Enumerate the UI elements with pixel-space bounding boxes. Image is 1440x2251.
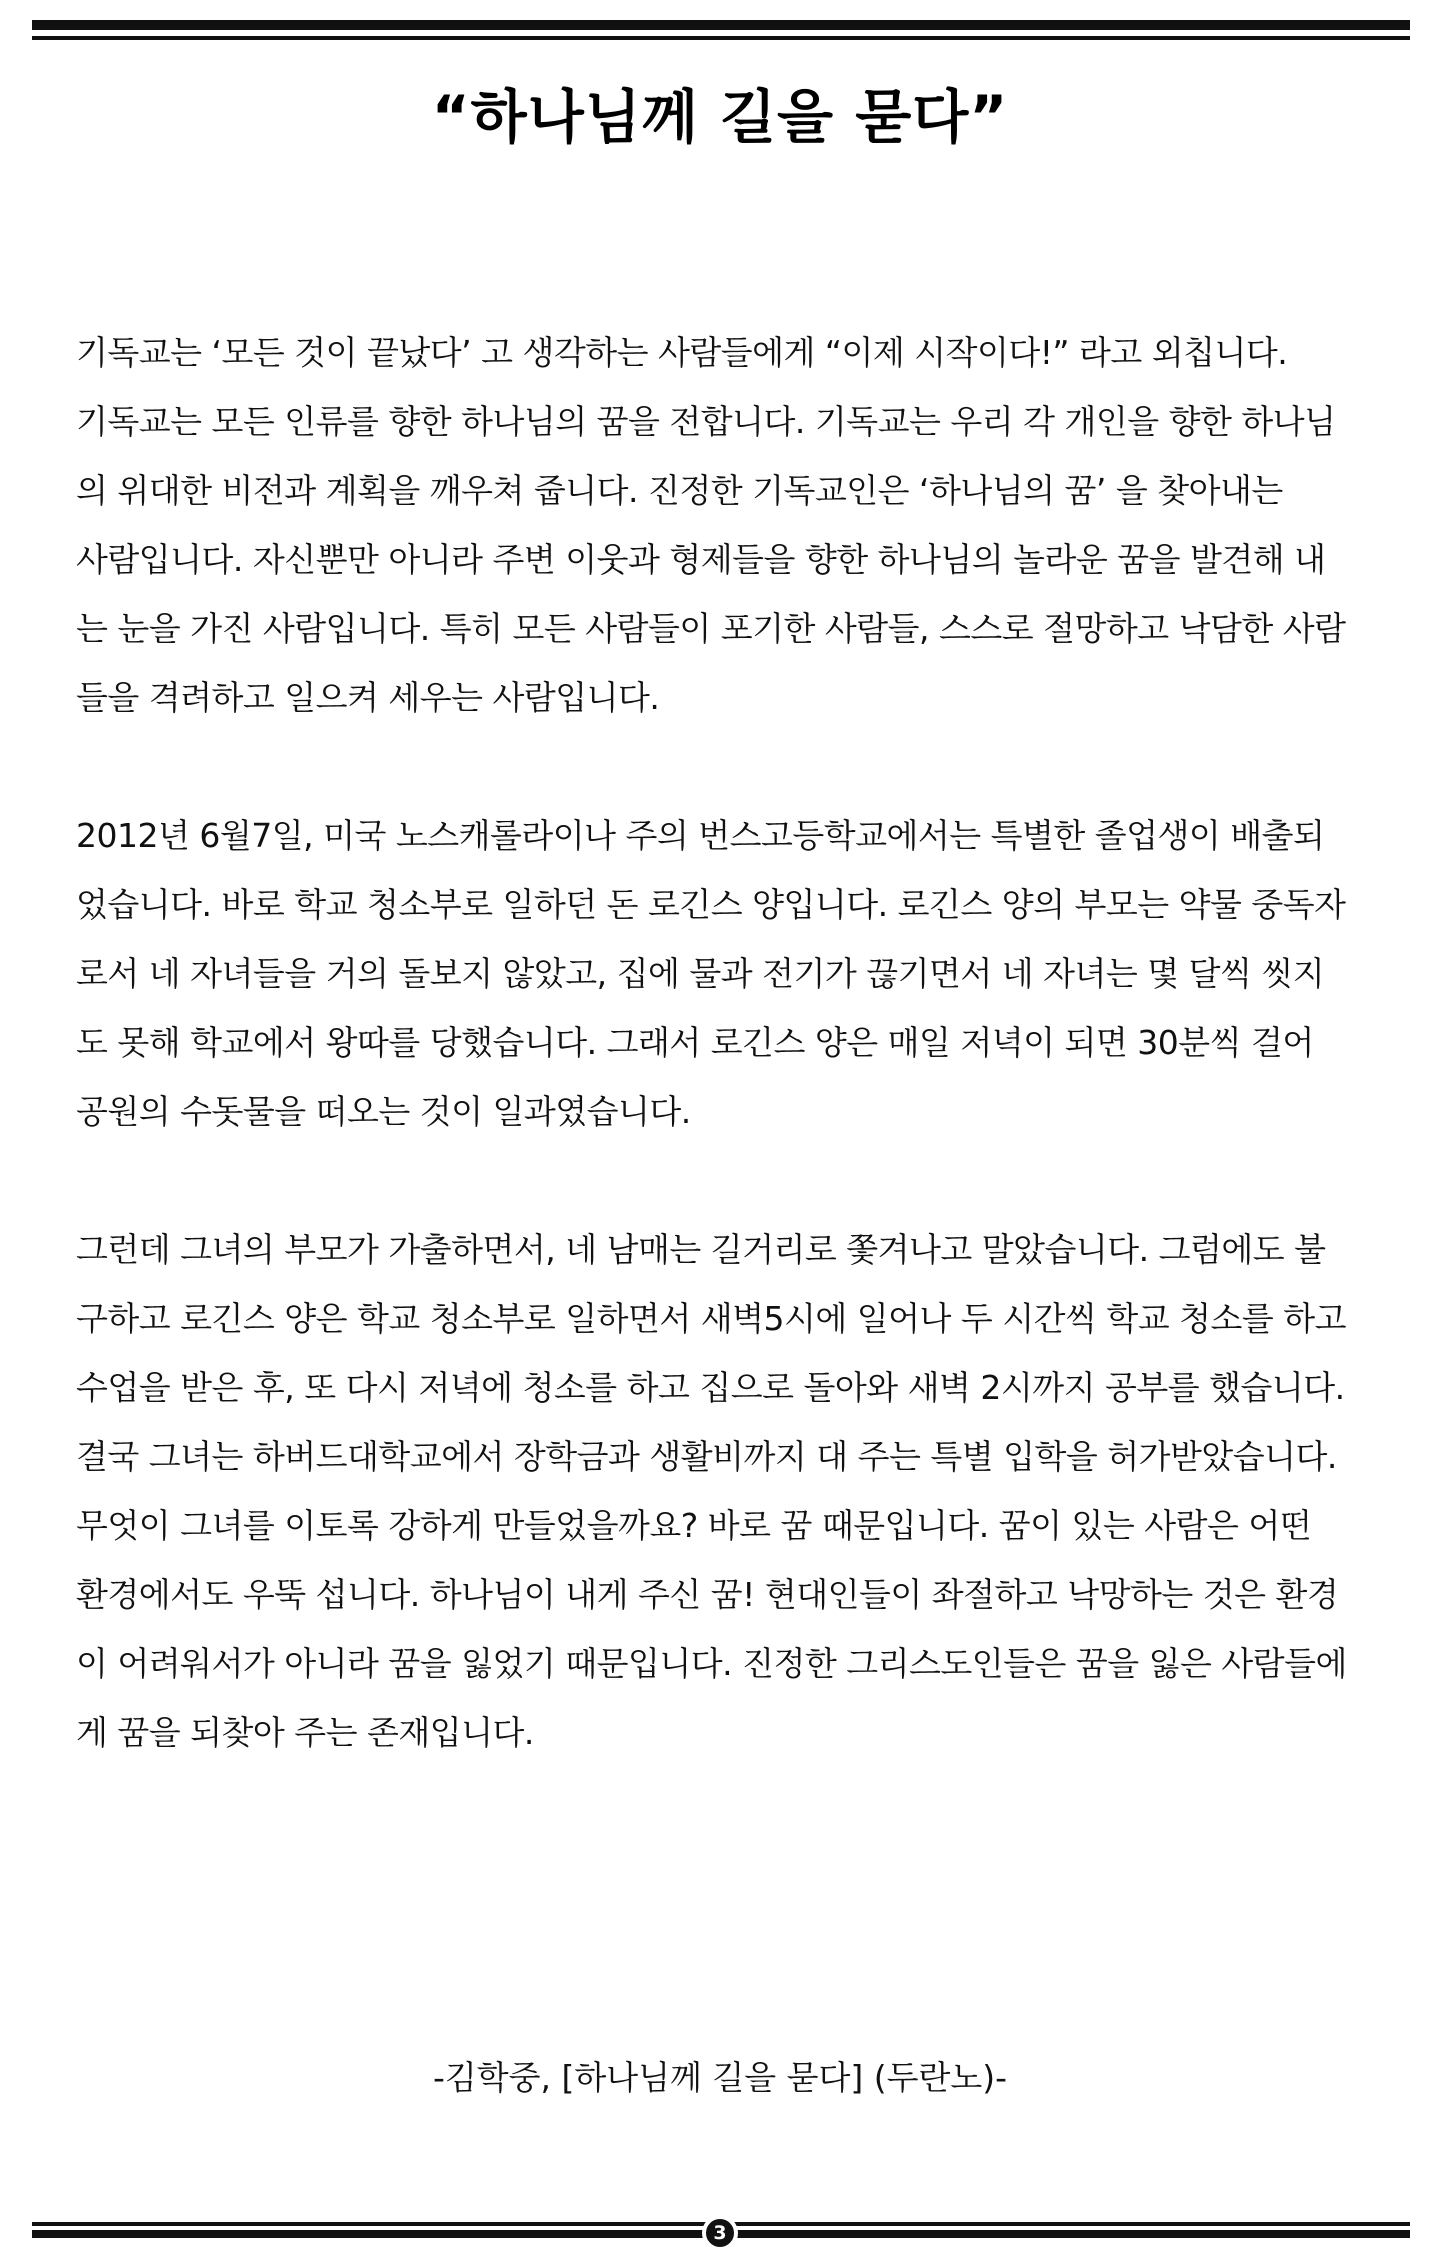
paragraph-2: 2012년 6월7일, 미국 노스캐롤라이나 주의 번스고등학교에서는 특별한 졸업생이 배출되 었습니다. 바로 학교 청소부로 일하던 돈 로긴스 양입니다. 로긴스 양의 부모는 약물 중독자 로서 네 자녀들을 거의 돌보지 않았고, 집에 물과 전기가 끊기면서 네 자녀는 몇 달씩 씻지 도 못해 학교에서 왕따를 당했습니다. 그래서 로긴스 양은 매일 저녁이 되면 30분씩 걸어 공원의 수돗물을 떠오는 것이 일과였습니다. [76, 816, 1346, 1131]
top-rule-thin [32, 36, 1410, 40]
page-title: “하나님께 길을 묻다” [431, 83, 1009, 151]
top-rule-thick [32, 20, 1410, 30]
page-number-badge: 3 [702, 2215, 738, 2251]
paragraph-3: 그런데 그녀의 부모가 가출하면서, 네 남매는 길거리로 쫓겨나고 말았습니다. 그럼에도 불 구하고 로긴스 양은 학교 청소부로 일하면서 새벽5시에 일어나 두 시간씩 학교 청소를 하고 수업을 받은 후, 또 다시 저녁에 청소를 하고 집으로 돌아와 새벽 2시까지 공부를 했습니다. 결국 그녀는 하버드대학교에서 장학금과 생활비까지 대 주는 특별 입학을 허가받았습니다. 무엇이 그녀를 이토록 강하게 만들었을까요? 바로 꿈 때문입니다. 꿈이 있는 사람은 어떤 환경에서도 우뚝 섭니다. 하나님이 내게 주신 꿈! 현대인들이 좌절하고 낙망하는 것은 환경 이 어려워서가 아니라 꿈을 잃었기 때문입니다. 진정한 그리스도인들은 꿈을 잃은 사람들에 게 꿈을 되찾아 주는 존재입니다. [76, 1230, 1347, 1752]
article-body [76, 318, 1416, 1836]
top-double-rule [32, 20, 1410, 40]
paragraph-1: 기독교는 ‘모든 것이 끝났다’ 고 생각하는 사람들에게 “이제 시작이다!” 라고 외칩니다. 기독교는 모든 인류를 향한 하나님의 꿈을 전합니다. 기독교는 우리 각 개인을 향한 하나님 의 위대한 비전과 계획을 깨우쳐 줍니다. 진정한 기독교인은 ‘하나님의 꿈’ 을 찾아내는 사람입니다. 자신뿐만 아니라 주변 이웃과 형제들을 향한 하나님의 놀라운 꿈을 발견해 내 는 눈을 가진 사람입니다. 특히 모든 사람들이 포기한 사람들, 스스로 절망하고 낙담한 사람 들을 격려하고 일으켜 세우는 사람입니다. [76, 333, 1346, 717]
source-citation: -김학중, [하나님께 길을 묻다] (두란노)- [432, 2058, 1008, 2097]
